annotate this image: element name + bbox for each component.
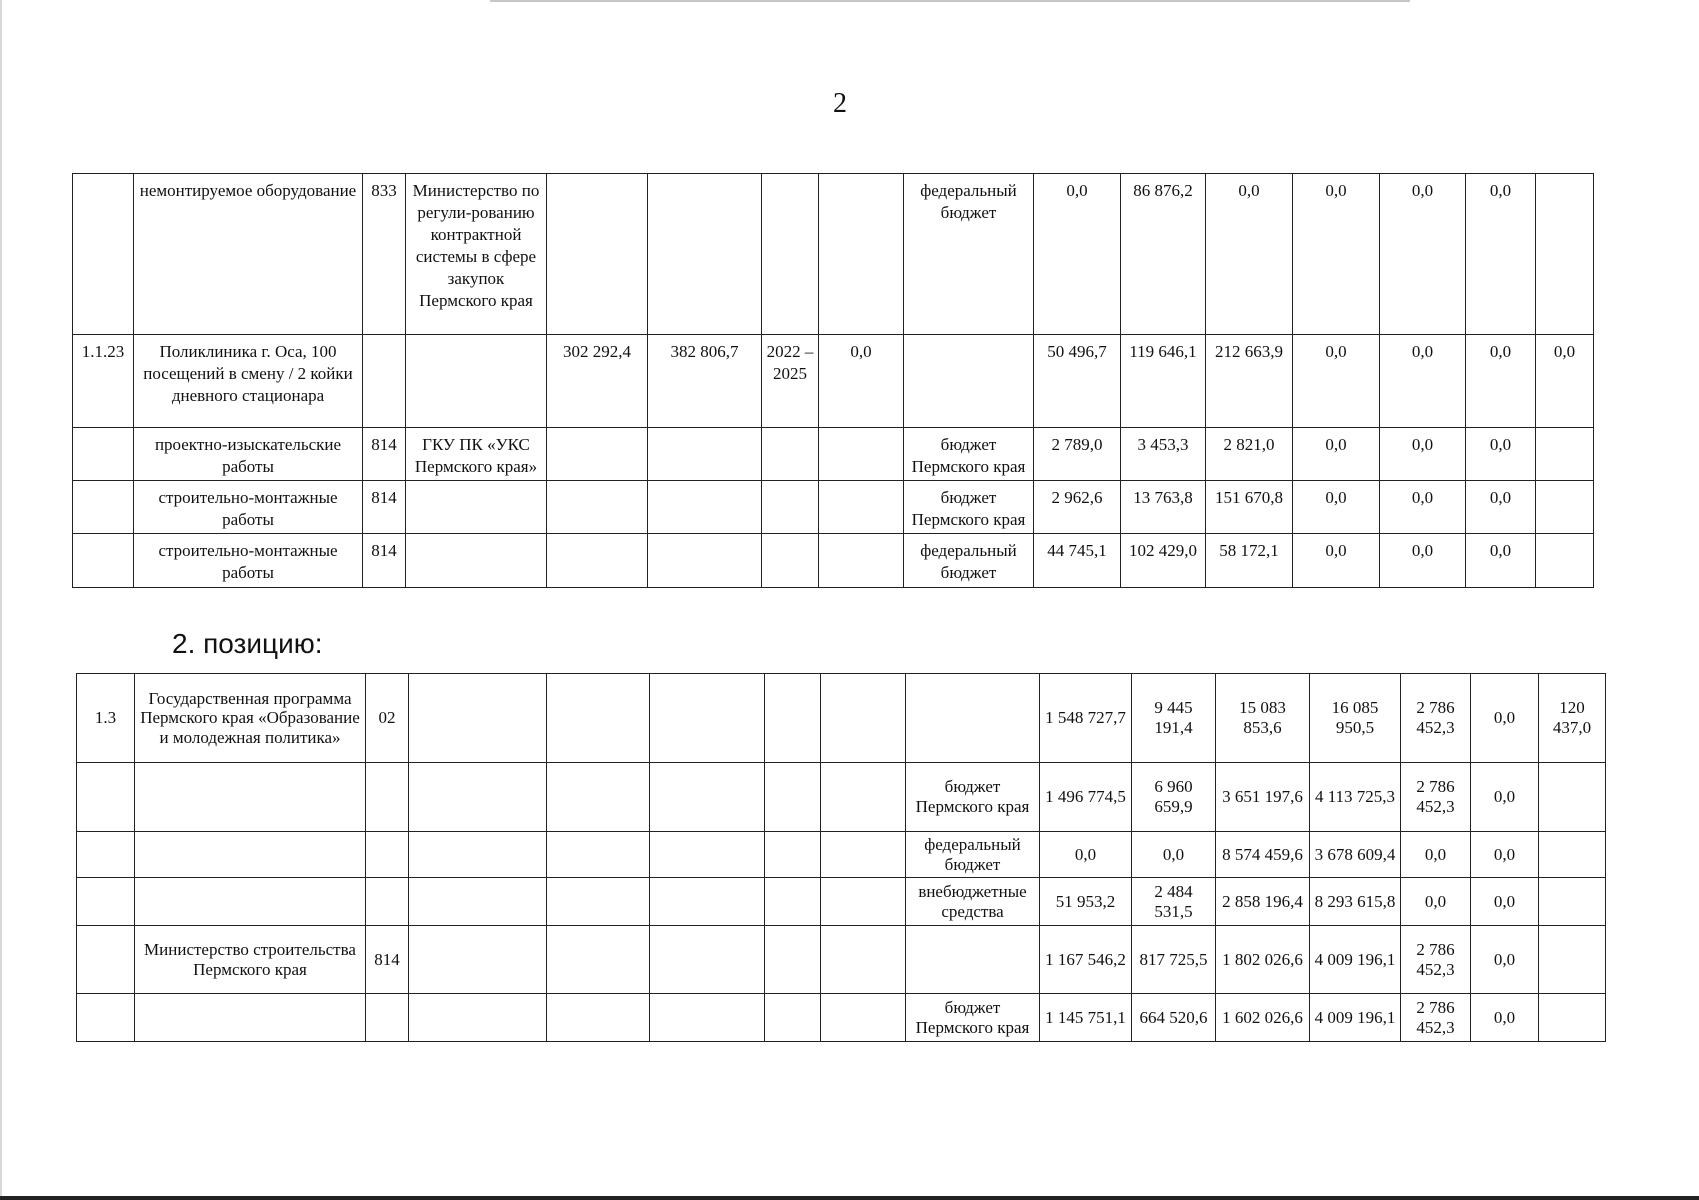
table-cell [135, 878, 366, 926]
table-cell: 0,0 [1380, 481, 1466, 534]
table-cell [906, 926, 1040, 994]
table-cell: 1 802 026,6 [1216, 926, 1310, 994]
table-cell: 0,0 [1536, 335, 1594, 428]
table-row [73, 428, 1594, 481]
table-cell [406, 335, 547, 428]
section-heading: 2. позицию: [172, 628, 323, 659]
table-cell: 1 167 546,2 [1040, 926, 1132, 994]
table-cell: 664 520,6 [1132, 994, 1216, 1042]
table-1 [72, 173, 1594, 588]
table-cell [135, 994, 366, 1042]
table-cell: 1.3 [77, 674, 135, 763]
table-cell [73, 481, 134, 534]
table-cell [406, 534, 547, 587]
table-cell: немонтируемое оборудование [134, 174, 363, 335]
table-cell: 0,0 [1380, 335, 1466, 428]
table-cell [547, 534, 648, 587]
table-2 [76, 673, 1606, 1042]
table-cell [1539, 832, 1606, 878]
table-cell: 2 786 452,3 [1401, 926, 1471, 994]
table-cell: 0,0 [1380, 428, 1466, 481]
table-cell [765, 994, 821, 1042]
table-cell [1536, 174, 1594, 335]
table-cell [366, 878, 409, 926]
table-cell [648, 428, 762, 481]
table-cell: 2 821,0 [1206, 428, 1293, 481]
table-cell [648, 534, 762, 587]
table-cell: 0,0 [1293, 481, 1380, 534]
table-cell: 119 646,1 [1121, 335, 1206, 428]
table-cell [409, 926, 547, 994]
table-cell: 16 085 950,5 [1310, 674, 1401, 763]
table-row [73, 481, 1594, 534]
table-cell: 2 786 452,3 [1401, 763, 1471, 832]
table-cell: строительно-монтажные работы [134, 481, 363, 534]
table-cell: 0,0 [1293, 428, 1380, 481]
table-cell [547, 763, 650, 832]
table-cell: бюджет Пермского края [904, 428, 1034, 481]
table-cell: 102 429,0 [1121, 534, 1206, 587]
page-number: 2 [833, 88, 847, 119]
table-cell [547, 174, 648, 335]
table-cell [363, 335, 406, 428]
table-cell [547, 428, 648, 481]
table-cell: 2 786 452,3 [1401, 674, 1471, 763]
table-cell [73, 174, 134, 335]
table-cell [406, 481, 547, 534]
table-cell: 1 602 026,6 [1216, 994, 1310, 1042]
scan-edge-top [490, 0, 1410, 2]
table-cell: 2 789,0 [1034, 428, 1121, 481]
table-cell: 4 009 196,1 [1310, 994, 1401, 1042]
table-cell [821, 763, 906, 832]
table-cell [819, 534, 904, 587]
table-cell [821, 878, 906, 926]
table-cell [821, 832, 906, 878]
table-cell: 0,0 [1401, 832, 1471, 878]
table-cell: 151 670,8 [1206, 481, 1293, 534]
table-cell [906, 674, 1040, 763]
table-cell: 6 960 659,9 [1132, 763, 1216, 832]
table-cell [650, 994, 765, 1042]
table-cell: 2 484 531,5 [1132, 878, 1216, 926]
table-cell [1536, 534, 1594, 587]
table-cell: 0,0 [1466, 335, 1536, 428]
table-cell: 0,0 [1471, 878, 1539, 926]
table-cell [648, 174, 762, 335]
table-cell: 0,0 [1401, 878, 1471, 926]
table-cell [648, 481, 762, 534]
table-cell: 15 083 853,6 [1216, 674, 1310, 763]
table-cell: 0,0 [1132, 832, 1216, 878]
table-cell: 814 [363, 428, 406, 481]
table-cell [819, 481, 904, 534]
table-cell: бюджет Пермского края [906, 763, 1040, 832]
table-cell [765, 763, 821, 832]
table-cell [819, 174, 904, 335]
table-cell [650, 832, 765, 878]
table-cell [547, 878, 650, 926]
table-cell [1539, 763, 1606, 832]
table-cell: 58 172,1 [1206, 534, 1293, 587]
table-cell: 814 [366, 926, 409, 994]
table-cell: 0,0 [1471, 763, 1539, 832]
table-cell: 0,0 [1034, 174, 1121, 335]
table-cell [547, 926, 650, 994]
table-cell: федеральный бюджет [904, 174, 1034, 335]
table-cell [762, 481, 819, 534]
table-cell: 3 651 197,6 [1216, 763, 1310, 832]
table-cell: Поликлиника г. Оса, 100 посещений в смену / 2 койки дневного стационара [134, 335, 363, 428]
table-cell: 212 663,9 [1206, 335, 1293, 428]
table-cell [650, 926, 765, 994]
table-cell [762, 174, 819, 335]
table-cell [547, 481, 648, 534]
table-cell [650, 878, 765, 926]
table-cell [765, 832, 821, 878]
table-row [77, 832, 1606, 878]
table-cell [366, 763, 409, 832]
table-cell [1536, 428, 1594, 481]
table-cell: 382 806,7 [648, 335, 762, 428]
table-cell [765, 926, 821, 994]
table-cell: 0,0 [1293, 534, 1380, 587]
table-cell: проектно-изыскательские работы [134, 428, 363, 481]
table-cell [73, 534, 134, 587]
table-cell [409, 994, 547, 1042]
table-cell: 51 953,2 [1040, 878, 1132, 926]
table-cell [821, 926, 906, 994]
table-row [73, 335, 1594, 428]
table-row [73, 534, 1594, 587]
table-cell [77, 878, 135, 926]
table-cell [77, 763, 135, 832]
table-cell: 0,0 [1471, 674, 1539, 763]
table-cell: 4 113 725,3 [1310, 763, 1401, 832]
table-cell: Государственная программа Пермского края «Образование и молодежная политика» [135, 674, 366, 763]
table-cell [547, 674, 650, 763]
table-cell: строительно-монтажные работы [134, 534, 363, 587]
table-cell: 817 725,5 [1132, 926, 1216, 994]
table-row [73, 174, 1594, 335]
table-row [77, 926, 1606, 994]
table-cell [1539, 926, 1606, 994]
table-cell: 02 [366, 674, 409, 763]
table-cell [547, 832, 650, 878]
table-cell [1536, 481, 1594, 534]
table-cell [409, 878, 547, 926]
table-cell: 3 453,3 [1121, 428, 1206, 481]
table-cell [762, 534, 819, 587]
table-cell [409, 763, 547, 832]
table-cell: 0,0 [1293, 174, 1380, 335]
table-row [77, 878, 1606, 926]
table-cell: 302 292,4 [547, 335, 648, 428]
table-cell: 0,0 [1466, 481, 1536, 534]
table-cell: 0,0 [1293, 335, 1380, 428]
table-cell [765, 878, 821, 926]
table-cell: 0,0 [1471, 926, 1539, 994]
table-cell [135, 763, 366, 832]
table-cell: ГКУ ПК «УКС Пермского края» [406, 428, 547, 481]
table-cell: 2 786 452,3 [1401, 994, 1471, 1042]
table-cell: 86 876,2 [1121, 174, 1206, 335]
table-cell [821, 674, 906, 763]
table-cell: 50 496,7 [1034, 335, 1121, 428]
table-cell [135, 832, 366, 878]
table-cell [77, 832, 135, 878]
table-cell [762, 428, 819, 481]
table-cell: 13 763,8 [1121, 481, 1206, 534]
table-cell: федеральный бюджет [904, 534, 1034, 587]
table-cell: 8 574 459,6 [1216, 832, 1310, 878]
table-cell [650, 674, 765, 763]
table-cell: 3 678 609,4 [1310, 832, 1401, 878]
table-cell [1539, 878, 1606, 926]
table-cell: 0,0 [1040, 832, 1132, 878]
table-cell [77, 926, 135, 994]
table-cell: федеральный бюджет [906, 832, 1040, 878]
table-cell [547, 994, 650, 1042]
table-cell: 4 009 196,1 [1310, 926, 1401, 994]
table-cell: 9 445 191,4 [1132, 674, 1216, 763]
table-cell: 1.1.23 [73, 335, 134, 428]
table-cell [819, 428, 904, 481]
table-cell [765, 674, 821, 763]
table-cell: 8 293 615,8 [1310, 878, 1401, 926]
table-cell: 0,0 [1466, 174, 1536, 335]
table-cell: бюджет Пермского края [906, 994, 1040, 1042]
table-cell: 120 437,0 [1539, 674, 1606, 763]
table-cell: 814 [363, 534, 406, 587]
table-cell [73, 428, 134, 481]
table-cell: внебюджетные средства [906, 878, 1040, 926]
table-cell: 0,0 [1380, 534, 1466, 587]
table-cell: 1 145 751,1 [1040, 994, 1132, 1042]
table-cell [904, 335, 1034, 428]
table-cell [1539, 994, 1606, 1042]
table-cell: 1 548 727,7 [1040, 674, 1132, 763]
table-row [77, 763, 1606, 832]
table-cell: 0,0 [1466, 534, 1536, 587]
table-cell [409, 674, 547, 763]
table-cell: 2 858 196,4 [1216, 878, 1310, 926]
table-cell: Министерство по регули-рованию контрактной системы в сфере закупок Пермского края [406, 174, 547, 335]
table-cell: 0,0 [1206, 174, 1293, 335]
table-cell [77, 994, 135, 1042]
table-cell [366, 994, 409, 1042]
table-cell [650, 763, 765, 832]
table-cell: 0,0 [1471, 994, 1539, 1042]
table-row [77, 994, 1606, 1042]
scan-edge-left [0, 0, 2, 1200]
scan-edge-bottom [0, 1196, 1699, 1200]
table-cell [821, 994, 906, 1042]
table-cell: Министерство строительства Пермского края [135, 926, 366, 994]
table-cell: 2022 – 2025 [762, 335, 819, 428]
table-cell: 814 [363, 481, 406, 534]
table-cell: бюджет Пермского края [904, 481, 1034, 534]
table-cell: 0,0 [1466, 428, 1536, 481]
table-cell: 833 [363, 174, 406, 335]
table-cell: 1 496 774,5 [1040, 763, 1132, 832]
table-cell: 44 745,1 [1034, 534, 1121, 587]
table-cell: 2 962,6 [1034, 481, 1121, 534]
table-cell: 0,0 [1380, 174, 1466, 335]
table-row [77, 674, 1606, 763]
table-cell: 0,0 [819, 335, 904, 428]
table-cell: 0,0 [1471, 832, 1539, 878]
table-cell [409, 832, 547, 878]
table-cell [366, 832, 409, 878]
